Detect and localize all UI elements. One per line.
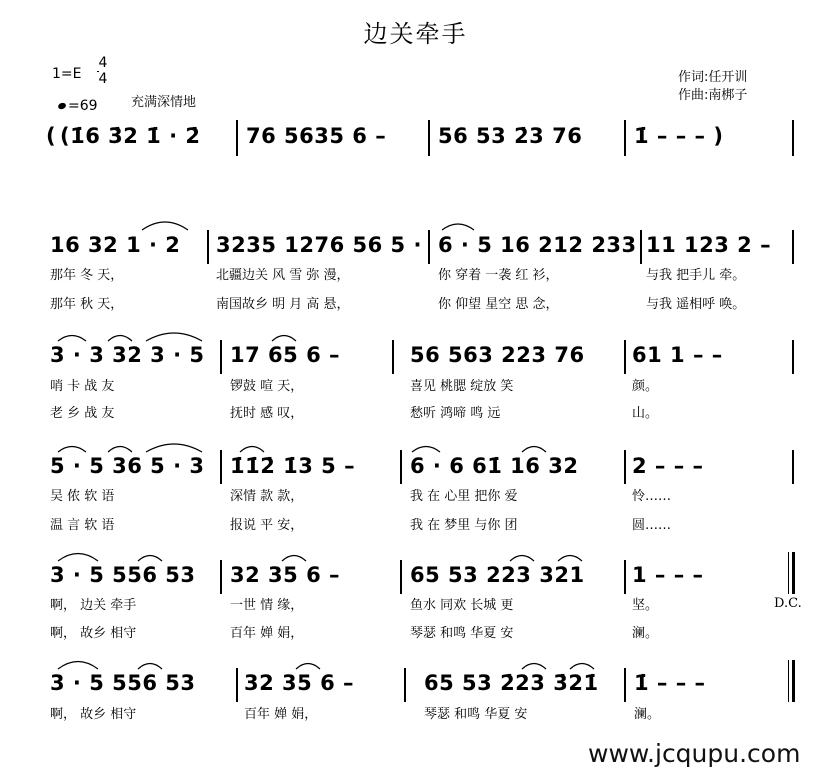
lyric-2-4b: 与我 遥相呼 唤。 [646, 297, 746, 312]
lyric-3-4a: 颜。 [632, 379, 659, 394]
lyric-3-1a: 哨 卡 战 友 [50, 379, 115, 394]
measure-6-4: 1̇ – – – [634, 671, 706, 695]
lyric-5-3a: 鱼水 同欢 长城 更 [410, 598, 514, 613]
measure-2-2: 3235 1276 56 5 · [216, 233, 422, 257]
slur [240, 447, 264, 453]
lyric-2-3b: 你 仰望 星空 思 念， [438, 297, 559, 312]
lyric-4-1a: 吴 侬 软 语 [50, 489, 115, 504]
slur [442, 224, 474, 230]
lyric-4-1b: 温 言 软 语 [50, 518, 115, 533]
slur [142, 222, 188, 230]
slur [138, 664, 162, 670]
slur [108, 336, 132, 342]
expression-marking: 充满深情地 [131, 95, 197, 110]
measure-5-1: 3 · 5 556 53 [50, 563, 196, 587]
lyric-6-3a: 琴瑟 和鸣 华夏 安 [424, 707, 528, 722]
song-title: 边关牵手 [363, 20, 468, 48]
measure-3-4: 61 1 – – [632, 343, 723, 367]
slur [272, 336, 296, 342]
measure-2-3: 6 · 5 16 212 233 [438, 233, 637, 257]
lyric-6-1a: 啊， 故乡 相守 [50, 707, 137, 722]
slur [412, 447, 440, 453]
lyricist-credit: 作词:任开训 [678, 70, 748, 85]
measure-3-3: 56 563 223 76 [410, 343, 585, 367]
slur [58, 336, 86, 342]
measure-3-2: 17 65 6 – [230, 343, 340, 367]
slur [558, 556, 582, 562]
measure-6-2: 32 35 6 – [244, 671, 354, 695]
measure-2-1: 16 32 1 · 2 [50, 233, 181, 257]
lyric-2-2b: 南国故乡 明 月 高 悬， [216, 297, 350, 312]
slur [510, 556, 534, 562]
time-signature-top: 4 [98, 55, 108, 71]
lyric-5-1b: 啊， 故乡 相守 [50, 626, 137, 641]
lyric-4-2a: 深情 款 款， [230, 489, 304, 504]
time-signature-bottom: 4 [98, 71, 108, 87]
measure-1-2: 76 5635 6 – [246, 124, 387, 148]
intro-open-paren: ( [46, 124, 57, 148]
lyric-3-1b: 老 乡 战 友 [50, 406, 115, 421]
lyric-4-4b: 圆…… [632, 518, 672, 533]
lyric-2-1b: 那年 秋 天， [50, 297, 124, 312]
lyric-3-3a: 喜见 桃腮 绽放 笑 [410, 379, 514, 394]
measure-1-4: 1̇ – – – ) [634, 124, 724, 148]
lyric-5-2b: 百年 婵 娟， [230, 626, 304, 641]
measure-1-3: 56 53 2̇3 76 [438, 124, 583, 148]
lyric-5-4b: 澜。 [632, 626, 659, 641]
measure-5-2: 32 35 6 – [230, 563, 340, 587]
measure-5-4: 1 – – – [632, 563, 704, 587]
slur [146, 333, 202, 341]
lyric-5-2a: 一世 情 缘， [230, 598, 304, 613]
composer-credit: 作曲:南梆子 [678, 88, 748, 103]
slur [522, 664, 546, 670]
slur [282, 556, 306, 562]
measure-6-1: 3 · 5 556 53 [50, 671, 196, 695]
measure-3-1: 3 · 3 32 3 · 5 [50, 343, 205, 367]
lyric-2-2a: 北疆边关 风 雪 弥 漫， [216, 268, 350, 283]
lyric-5-3b: 琴瑟 和鸣 华夏 安 [410, 626, 514, 641]
lyric-3-4b: 山。 [632, 406, 659, 421]
slur [522, 447, 546, 453]
lyric-3-2a: 锣鼓 喧 天， [230, 379, 304, 394]
lyric-2-4a: 与我 把手儿 牵。 [646, 268, 746, 283]
measure-4-1: 5 · 5 36 5 · 3 [50, 454, 205, 478]
slur [296, 664, 320, 670]
slur [146, 444, 202, 452]
measure-2-4: 11 123 2 – [646, 233, 772, 257]
lyric-4-2b: 报说 平 安， [230, 518, 304, 533]
lyric-4-3a: 我 在 心里 把你 爱 [410, 489, 518, 504]
lyric-2-1a: 那年 冬 天， [50, 268, 124, 283]
measure-6-3: 65 53 2̇23 3̇21̇ [424, 671, 599, 695]
key-signature: 1=E [52, 66, 82, 82]
slur [58, 662, 98, 670]
lyric-6-2a: 百年 婵 娟， [244, 707, 318, 722]
tempo-value: =69 [68, 98, 98, 114]
lyric-6-4a: 澜。 [634, 707, 661, 722]
lyric-5-1a: 啊， 边关 牵手 [50, 598, 137, 613]
slur [570, 664, 594, 670]
measure-5-3: 65 53 223 321 [410, 563, 585, 587]
lyric-3-3b: 愁听 鸿啼 鸣 远 [410, 406, 501, 421]
slur [108, 447, 132, 453]
measure-4-2: 1̇1̇2̇ 1̇3 5 – [230, 454, 356, 478]
measure-4-3: 6 · 6 61̇ 16 32 [410, 454, 579, 478]
lyric-4-4a: 怜…… [632, 489, 672, 504]
slur [58, 447, 86, 453]
measure-1-1: (1̇6 3̇2 1̇ · 2̇ [60, 124, 201, 148]
lyric-3-2b: 抚时 感 叹， [230, 406, 304, 421]
slur [58, 554, 98, 562]
slur [138, 556, 162, 562]
dc-marking: D.C. [774, 596, 802, 611]
lyric-2-3a: 你 穿着 一袭 红 衫， [438, 268, 559, 283]
lyric-5-4a: 坚。 [632, 598, 659, 613]
measure-4-4: 2 – – – [632, 454, 704, 478]
lyric-4-3b: 我 在 梦里 与你 团 [410, 518, 518, 533]
watermark-text: www.jcqupu.com [588, 739, 801, 768]
